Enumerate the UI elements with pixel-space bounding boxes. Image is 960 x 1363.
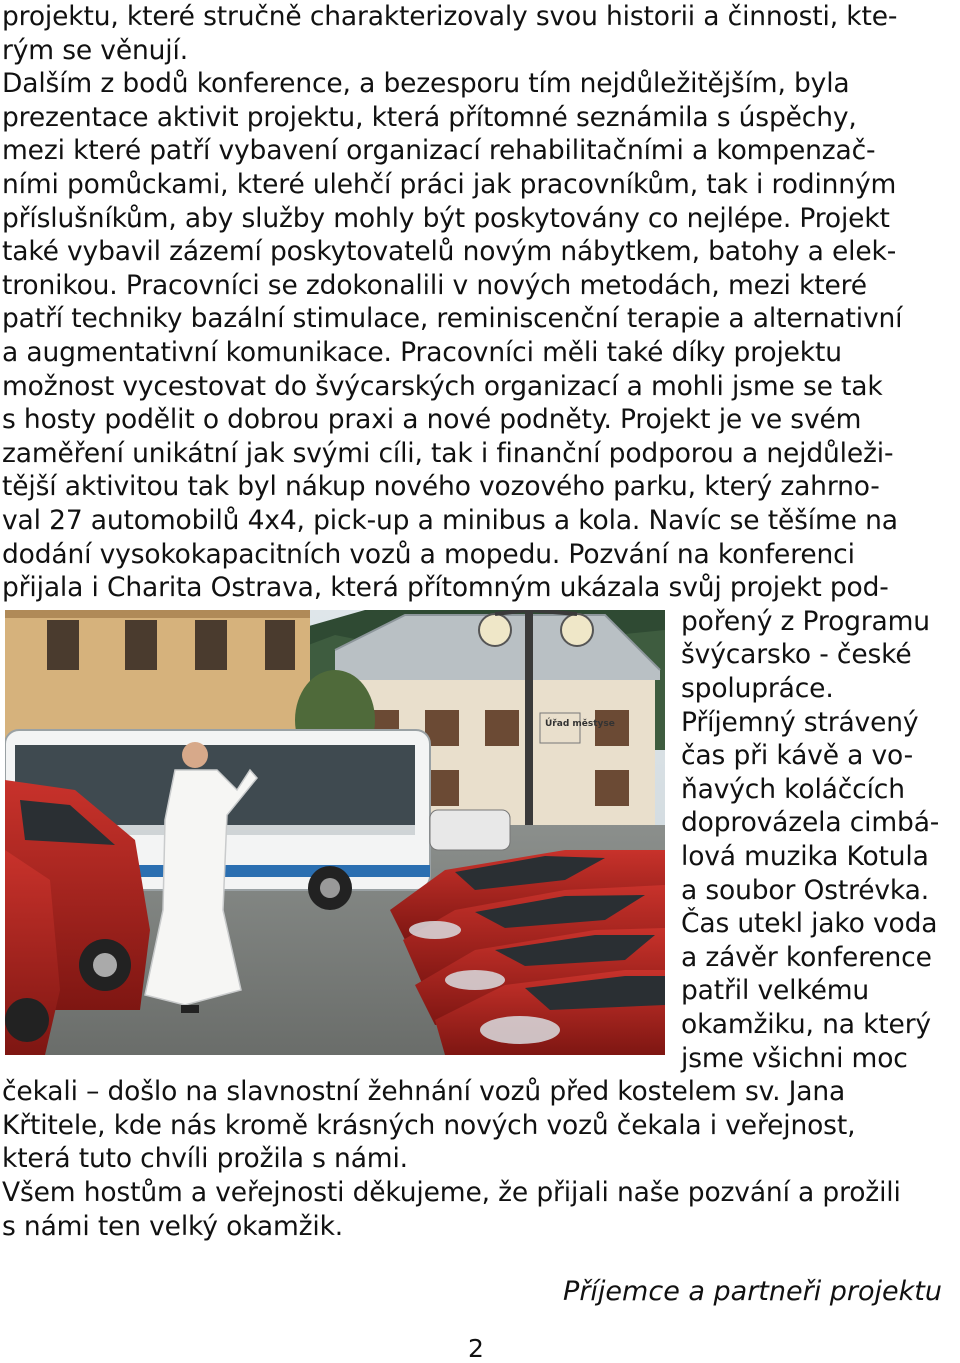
text-line: ňavých koláčcích — [681, 773, 905, 805]
text-line: dodání vysokokapacitních vozů a mopedu. Pozvání na konferenci — [2, 538, 855, 570]
text-line: projektu, které stručně charakterizovaly svou historii a činnosti, kte- — [2, 1, 898, 32]
photo-car-blessing — [5, 610, 665, 1055]
text-line: okamžiku, na který — [681, 1009, 931, 1040]
text-line: která tuto chvíli prožila s námi. — [2, 1143, 408, 1175]
text-line: a soubor Ostrévka. — [681, 874, 930, 906]
text-line: pořený z Programu — [681, 605, 930, 637]
page-number: 2 — [468, 1334, 484, 1363]
text-line: Příjemný strávený — [681, 706, 919, 738]
text-line: a augmentativní komunikace. Pracovníci měli také díky projektu — [2, 337, 842, 368]
text-line: rým se věnují. — [2, 34, 188, 66]
text-line: val 27 automobilů 4x4, pick-up a minibus a kola. Navíc se těšíme na — [2, 505, 898, 536]
text-line: Dalším z bodů konference, a bezesporu tím nejdůležitějším, byla — [2, 68, 850, 100]
text-line: také vybavil zázemí poskytovatelů novým nábytkem, batohy a elek- — [2, 236, 897, 268]
text-line: mezi které patří vybavení organizací rehabilitačními a kompenzač- — [2, 135, 876, 167]
text-line: přijala i Charita Ostrava, která přítomným ukázala svůj projekt pod- — [2, 572, 889, 604]
text-line: jsme všichni moc — [681, 1042, 908, 1074]
text-line: čas při kávě a vo- — [681, 740, 913, 772]
building-sign: Úřad městyse — [545, 719, 615, 729]
text-line: Čas utekl jako voda — [681, 908, 938, 940]
text-line: spolupráce. — [681, 673, 834, 704]
text-line: Všem hostům a veřejnosti děkujeme, že přijali naše pozvání a prožili — [2, 1177, 901, 1208]
text-line: patří techniky bazální stimulace, reminiscenční terapie a alternativní — [2, 303, 903, 335]
text-line: prezentace aktivit projektu, která přítomné seznámila s úspěchy, — [2, 101, 857, 133]
text-line: doprovázela cimbá- — [681, 807, 940, 839]
text-line: možnost vycestovat do švýcarských organizací a mohli jsme se tak — [2, 370, 883, 402]
text-line: ními pomůckami, které ulehčí práci jak pracovníkům, tak i rodinným — [2, 169, 897, 200]
text-line: tronikou. Pracovníci se zdokonalili v nových metodách, mezi které — [2, 269, 867, 301]
text-line: zaměření unikátní jak svými cíli, tak i finanční podporou a nejdůleži- — [2, 437, 894, 469]
text-line: s námi ten velký okamžik. — [2, 1210, 344, 1242]
text-line: příslušníkům, aby služby mohly být poskytovány co nejlépe. Projekt — [2, 202, 890, 234]
text-line: Křtitele, kde nás kromě krásných nových vozů čekala i veřejnost, — [2, 1109, 856, 1141]
signature: Příjemce a partneři projektu — [563, 1276, 942, 1307]
text-line: švýcarsko - české — [681, 639, 912, 671]
text-line: a závěr konference — [681, 941, 932, 973]
text-line: patřil velkému — [681, 975, 870, 1007]
text-line: lová muzika Kotula — [681, 841, 929, 872]
text-line: s hosty podělit o dobrou praxi a nové podněty. Projekt je ve svém — [2, 404, 862, 436]
text-line: tější aktivitou tak byl nákup nového vozového parku, který zahrno- — [2, 471, 880, 503]
text-line: čekali – došlo na slavnostní žehnání vozů před kostelem sv. Jana — [2, 1076, 846, 1108]
